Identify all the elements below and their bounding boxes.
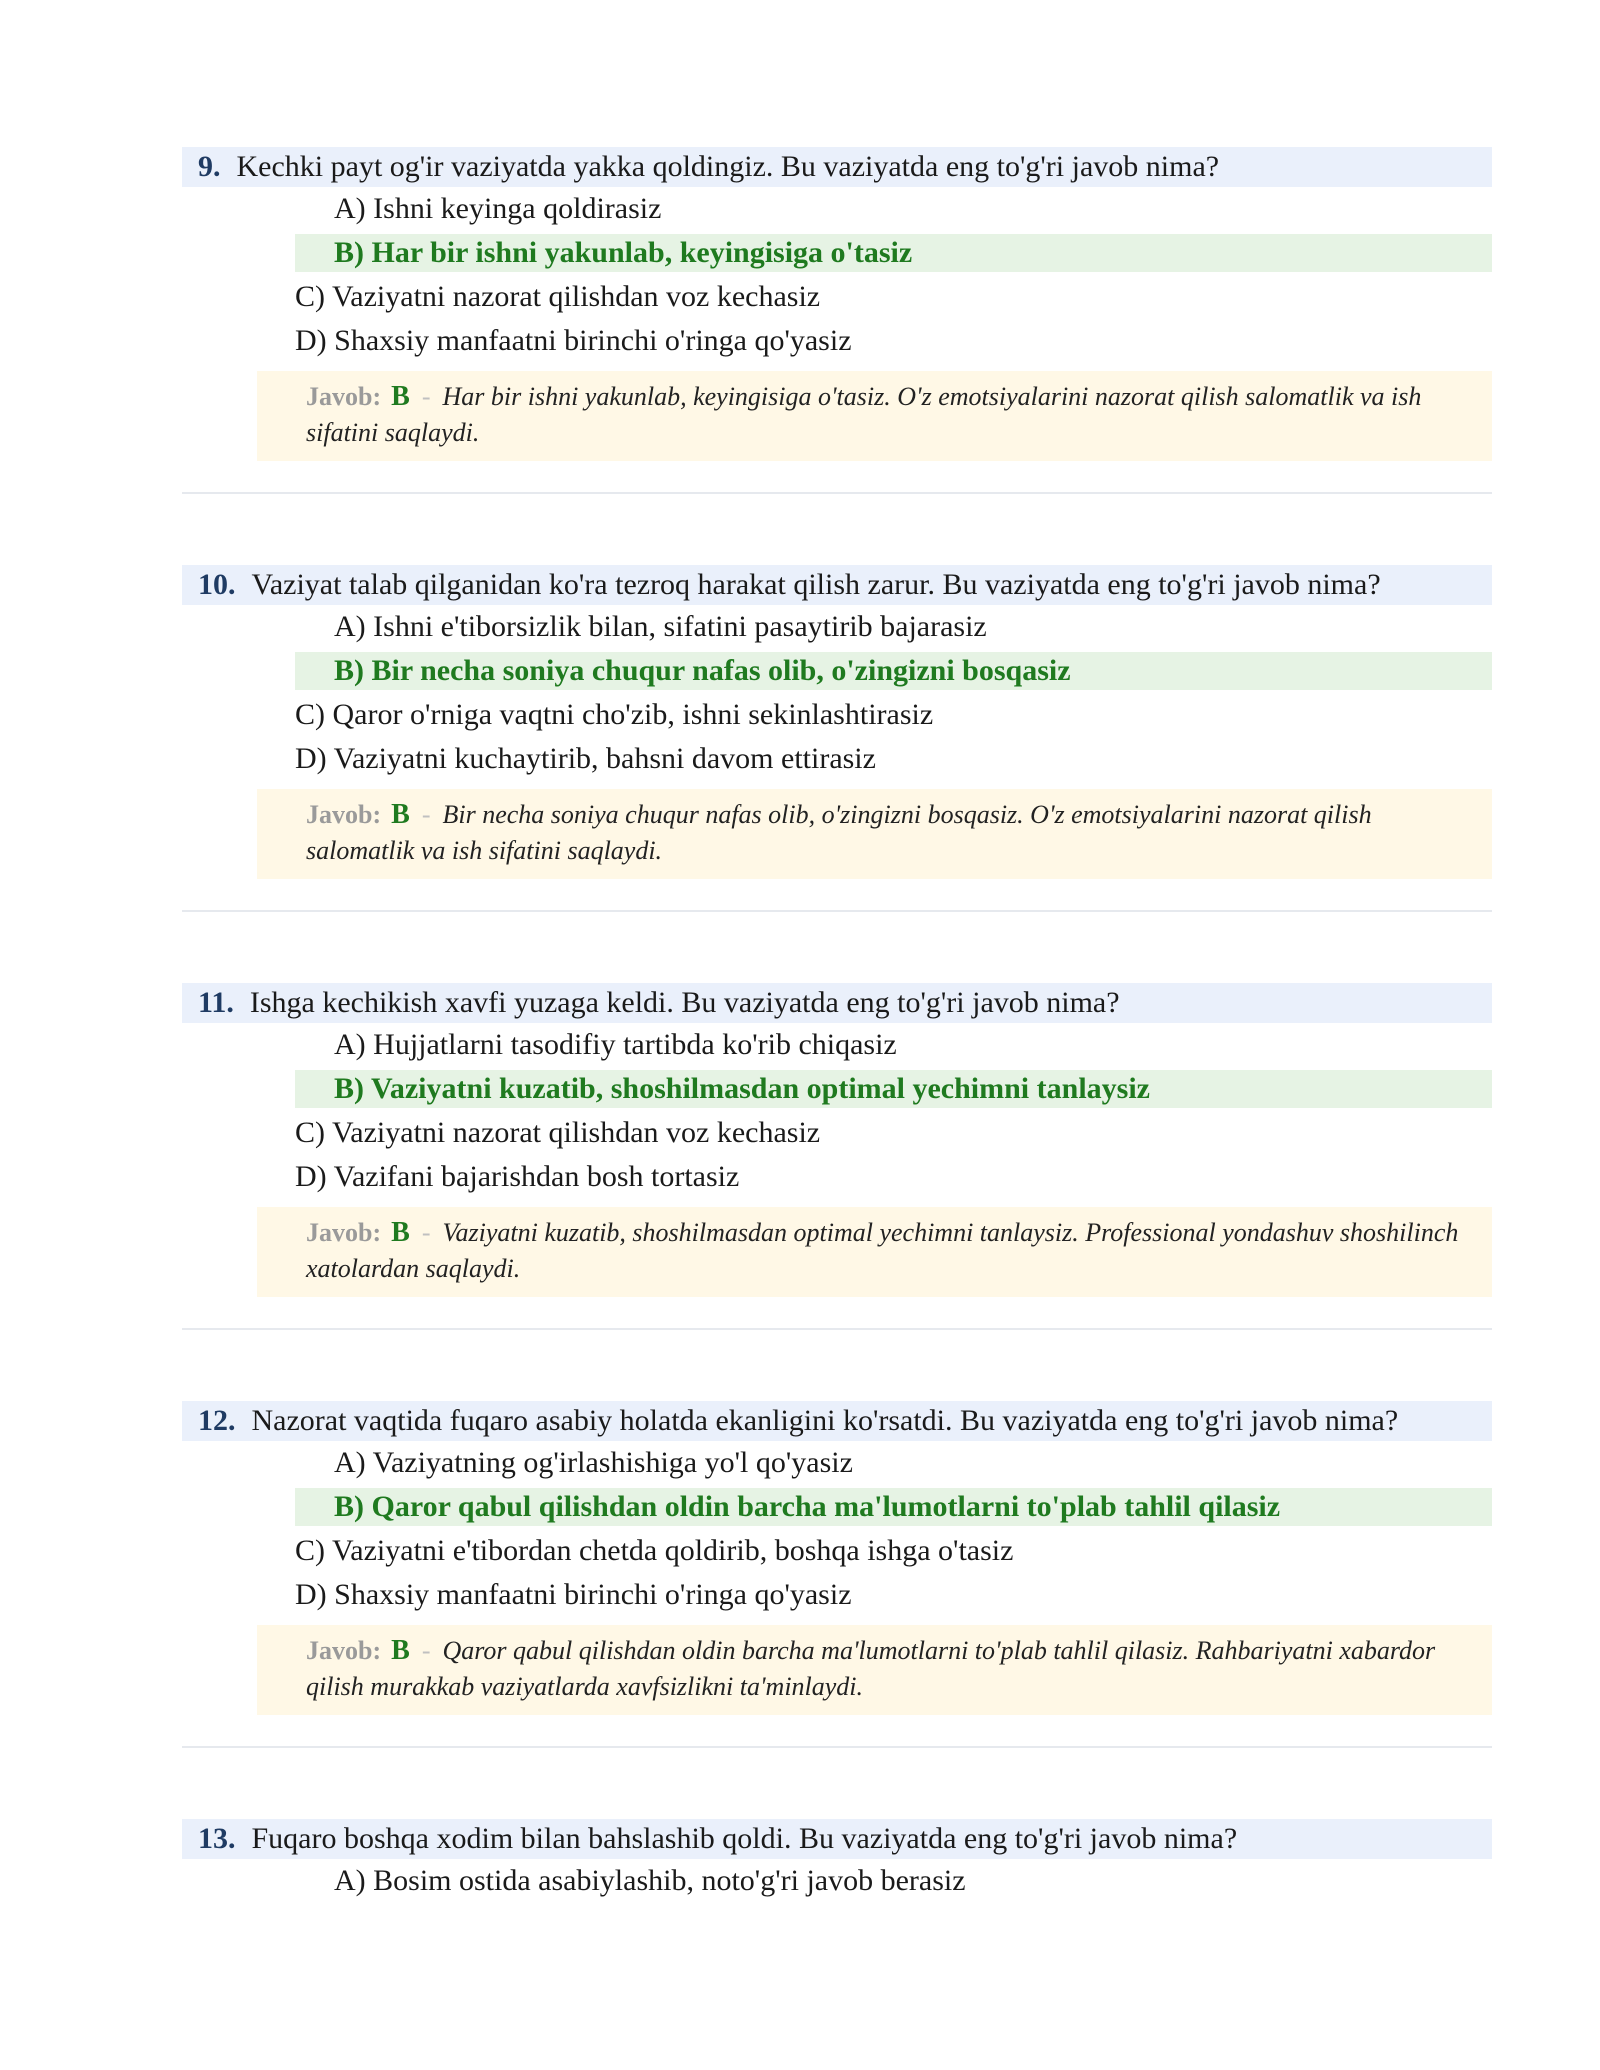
option-d: D) Shaxsiy manfaatni birinchi o'ringa qo'yasiz [295,324,852,357]
answer-dash: - [421,800,431,829]
option-d: D) Vaziyatni kuchaytirib, bahsni davom ettirasiz [295,742,876,775]
answer-explanation: Bir necha soniya chuqur nafas olib, o'zingizni bosqasiz. O'z emotsiyalarini nazorat qilish salomatlik va ish sifatini saqlaydi. [306,800,1372,865]
answer-box [257,789,1492,879]
option-d: D) Vazifani bajarishdan bosh tortasiz [295,1160,740,1193]
question-number: 9. [198,150,221,183]
option-b-correct: B) Har bir ishni yakunlab, keyingisiga o'tasiz [295,234,1492,272]
answer-label: Javob: [306,1636,382,1665]
question-number: 12. [198,1404,236,1437]
option-c: C) Vaziyatni nazorat qilishdan voz kechasiz [295,1116,821,1149]
section-divider [182,492,1492,494]
answer-letter: B [391,1217,410,1248]
question-header [182,983,1492,1023]
question-header [182,1819,1492,1859]
question-11 [182,983,1492,1297]
section-divider [182,910,1492,912]
option-c: C) Qaror o'rniga vaqtni cho'zib, ishni sekinlashtirasiz [295,698,934,731]
answer-letter: B [391,1635,410,1666]
answer-letter: B [391,381,410,412]
option-a: A) Vaziyatning og'irlashishiga yo'l qo'yasiz [334,1446,853,1479]
option-b-correct: B) Bir necha soniya chuqur nafas olib, o'zingizni bosqasiz [295,652,1492,690]
answer-dash: - [421,382,431,411]
option-b-correct: B) Vaziyatni kuzatib, shoshilmasdan optimal yechimni tanlaysiz [295,1070,1492,1108]
section-divider [182,1328,1492,1330]
answer-explanation: Vaziyatni kuzatib, shoshilmasdan optimal yechimni tanlaysiz. Professional yondashuv shoshilinch xatolardan saqlaydi. [306,1218,1459,1283]
question-number: 10. [198,568,236,601]
answer-dash: - [421,1218,431,1247]
option-a: A) Ishni keyinga qoldirasiz [334,192,662,225]
answer-label: Javob: [306,382,382,411]
answer-box [257,1207,1492,1297]
option-b-correct: B) Qaror qabul qilishdan oldin barcha ma'lumotlarni to'plab tahlil qilasiz [295,1488,1492,1526]
option-a: A) Ishni e'tiborsizlik bilan, sifatini pasaytirib bajarasiz [334,610,987,643]
option-a: A) Bosim ostida asabiylashib, noto'g'ri javob berasiz [334,1864,966,1897]
question-header [182,1401,1492,1441]
question-number: 11. [198,986,234,1019]
question-text: Fuqaro boshqa xodim bilan bahslashib qoldi. Bu vaziyatda eng to'g'ri javob nima? [251,1822,1238,1855]
answer-box [257,371,1492,461]
question-header [182,147,1492,187]
question-text: Vaziyat talab qilganidan ko'ra tezroq harakat qilish zarur. Bu vaziyatda eng to'g'ri javob nima? [251,568,1381,601]
answer-box [257,1625,1492,1715]
question-12 [182,1401,1492,1715]
answer-explanation: Har bir ishni yakunlab, keyingisiga o'tasiz. O'z emotsiyalarini nazorat qilish salomatlik va ish sifatini saqlaydi. [306,382,1422,447]
option-c: C) Vaziyatni e'tibordan chetda qoldirib, boshqa ishga o'tasiz [295,1534,1014,1567]
answer-dash: - [421,1636,431,1665]
question-number: 13. [198,1822,236,1855]
question-10 [182,565,1492,879]
answer-letter: B [391,799,410,830]
answer-label: Javob: [306,1218,382,1247]
question-9 [182,147,1492,461]
question-text: Kechki payt og'ir vaziyatda yakka qoldingiz. Bu vaziyatda eng to'g'ri javob nima? [236,150,1220,183]
section-divider [182,1746,1492,1748]
option-a: A) Hujjatlarni tasodifiy tartibda ko'rib chiqasiz [334,1028,897,1061]
question-header [182,565,1492,605]
question-13 [182,1819,1492,1903]
option-c: C) Vaziyatni nazorat qilishdan voz kechasiz [295,280,821,313]
question-text: Ishga kechikish xavfi yuzaga keldi. Bu vaziyatda eng to'g'ri javob nima? [249,986,1120,1019]
answer-explanation: Qaror qabul qilishdan oldin barcha ma'lumotlarni to'plab tahlil qilasiz. Rahbariyatni xabardor qilish murakkab vaziyatlarda xavfsizlikni ta'minlaydi. [306,1636,1436,1701]
option-d: D) Shaxsiy manfaatni birinchi o'ringa qo'yasiz [295,1578,852,1611]
answer-label: Javob: [306,800,382,829]
question-text: Nazorat vaqtida fuqaro asabiy holatda ekanligini ko'rsatdi. Bu vaziyatda eng to'g'ri javob nima? [251,1404,1399,1437]
